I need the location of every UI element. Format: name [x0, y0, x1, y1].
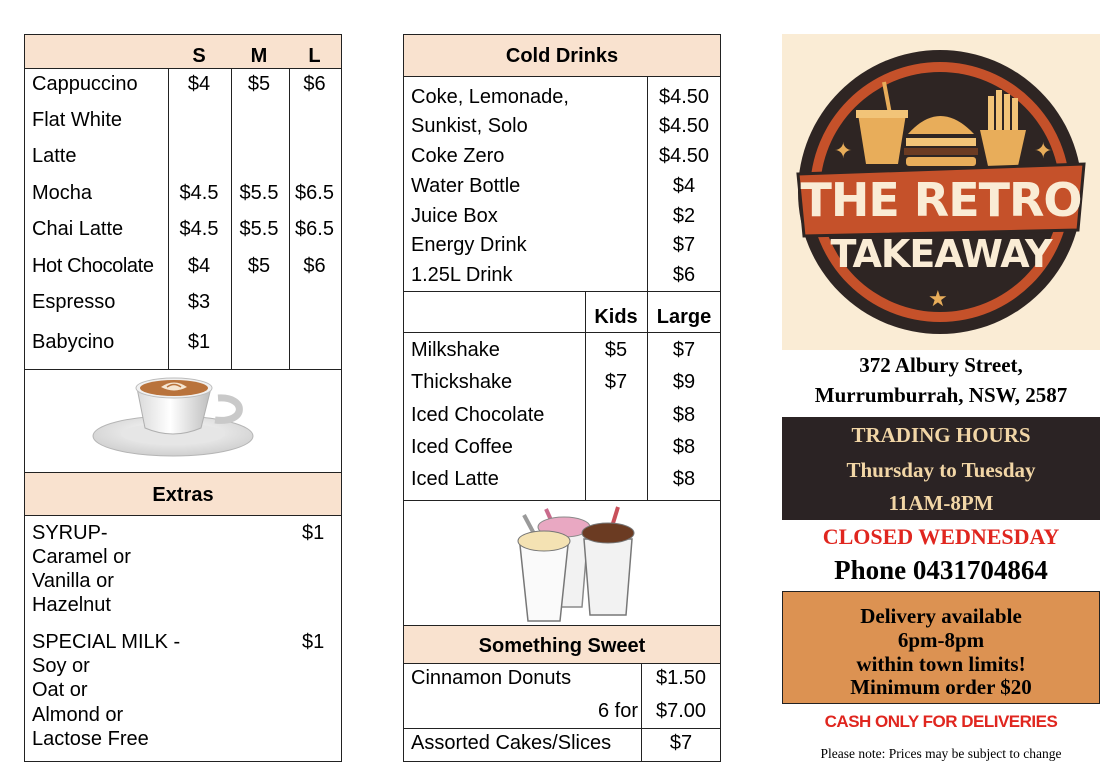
- price-l: $6.5: [295, 182, 334, 204]
- cash-only-notice: CASH ONLY FOR DELIVERIES: [824, 712, 1058, 731]
- sweet-name: Assorted Cakes/Slices: [411, 732, 612, 754]
- sweet-name: Cinnamon Donuts: [411, 667, 572, 689]
- extra-item-line: SYRUP-: [32, 522, 108, 544]
- address-line2: Murrumburrah, NSW, 2587: [814, 383, 1068, 407]
- cold-drinks-title: Cold Drinks: [505, 45, 619, 67]
- logo-line1: THE RETRO: [800, 173, 1082, 227]
- size-s-label: S: [192, 45, 206, 67]
- size-l-label: L: [308, 45, 321, 67]
- hot-drink-name: Babycino: [32, 331, 115, 353]
- sweet-price: $7.00: [655, 700, 707, 722]
- cold-drink-price: $7: [672, 234, 696, 256]
- shake-price-large: $8: [672, 404, 696, 426]
- shake-price-large: $7: [672, 339, 696, 361]
- shake-price-large: $8: [672, 436, 696, 458]
- cold-drink-name: Coke, Lemonade,: [411, 86, 569, 108]
- price-s: $3: [187, 291, 211, 313]
- closed-notice: CLOSED WEDNESDAY: [822, 524, 1060, 549]
- price-s: $4.5: [179, 182, 219, 204]
- sweet-qty: 6 for: [597, 700, 638, 722]
- delivery-line: Delivery available: [860, 604, 1022, 628]
- shake-name: Iced Coffee: [411, 436, 513, 458]
- cold-drink-name: Coke Zero: [411, 145, 505, 167]
- extras-title: Extras: [152, 484, 214, 506]
- svg-text:✦: ✦: [834, 139, 853, 164]
- extra-item-line: Vanilla or: [32, 570, 114, 592]
- kids-column-label: Kids: [594, 306, 638, 328]
- delivery-line: within town limits!: [856, 652, 1026, 676]
- shake-name: Milkshake: [411, 339, 500, 361]
- price-s: $4: [187, 255, 211, 277]
- cold-drink-price: $4.50: [658, 86, 710, 108]
- extra-item-line: Lactose Free: [32, 728, 149, 750]
- price-l: $6: [303, 73, 326, 95]
- size-m-label: M: [250, 45, 268, 67]
- coffee-image-panel: [24, 368, 342, 474]
- hot-drink-name: Latte: [32, 145, 77, 167]
- phone-number: Phone 0431704864: [834, 555, 1048, 585]
- milkshake-image-panel: [403, 499, 721, 627]
- price-s: $1: [187, 331, 211, 353]
- price-m: $5.5: [239, 182, 279, 204]
- hot-drink-name: Mocha: [32, 182, 93, 204]
- extra-item-price: $1: [302, 631, 325, 653]
- price-s: $4: [187, 73, 211, 95]
- sweet-price: $7: [669, 732, 693, 754]
- extra-item-line: Hazelnut: [32, 594, 111, 616]
- extra-item-line: Caramel or: [32, 546, 131, 568]
- something-sweet-title: Something Sweet: [478, 635, 646, 657]
- extra-item-price: $1: [302, 522, 325, 544]
- svg-text:✦: ✦: [1034, 139, 1053, 164]
- cold-drink-name: Sunkist, Solo: [411, 115, 528, 137]
- shake-price-kids: $5: [604, 339, 628, 361]
- hot-drink-name: Cappuccino: [32, 73, 138, 95]
- svg-text:★: ★: [928, 287, 948, 312]
- hot-drink-name: Espresso: [32, 291, 116, 313]
- trading-hours-title: TRADING HOURS: [851, 423, 1031, 447]
- cold-drink-price: $6: [672, 264, 696, 286]
- price-l: $6: [303, 255, 326, 277]
- hot-drink-name: Hot Chocolate: [32, 255, 154, 277]
- trading-hours-time: 11AM-8PM: [888, 491, 994, 515]
- cold-drink-name: Juice Box: [411, 205, 498, 227]
- cold-drink-name: 1.25L Drink: [411, 264, 513, 286]
- extra-item-line: Soy or: [32, 655, 90, 677]
- sweet-price: $1.50: [655, 667, 707, 689]
- extra-item-line: SPECIAL MILK -: [32, 631, 181, 653]
- shake-price-large: $9: [672, 371, 696, 393]
- cold-drink-price: $4: [672, 175, 696, 197]
- coffee-cup-icon: [25, 368, 343, 474]
- shake-name: Iced Latte: [411, 468, 499, 490]
- logo-line2: TAKEAWAY: [830, 232, 1052, 276]
- extra-item-line: Oat or: [32, 679, 88, 701]
- price-m: $5: [247, 73, 271, 95]
- hot-drink-name: Chai Latte: [32, 218, 124, 240]
- price-note: Please note: Prices may be subject to change: [820, 746, 1062, 761]
- cold-drink-price: $4.50: [658, 145, 710, 167]
- cold-drink-price: $4.50: [658, 115, 710, 137]
- cold-drink-name: Energy Drink: [411, 234, 527, 256]
- cold-drink-price: $2: [672, 205, 696, 227]
- delivery-line: Minimum order $20: [850, 675, 1032, 699]
- hot-drink-name: Flat White: [32, 109, 123, 131]
- milkshake-icon: [404, 499, 722, 627]
- price-m: $5: [247, 255, 271, 277]
- price-s: $4.5: [179, 218, 219, 240]
- price-m: $5.5: [239, 218, 279, 240]
- shake-name: Iced Chocolate: [411, 404, 545, 426]
- delivery-line: 6pm-8pm: [897, 628, 985, 652]
- large-column-label: Large: [656, 306, 712, 328]
- trading-hours-days: Thursday to Tuesday: [846, 458, 1036, 482]
- shake-price-kids: $7: [604, 371, 628, 393]
- extra-item-line: Almond or: [32, 704, 124, 726]
- cold-drink-name: Water Bottle: [411, 175, 521, 197]
- price-l: $6.5: [295, 218, 334, 240]
- address-line1: 372 Albury Street,: [859, 353, 1023, 377]
- shake-name: Thickshake: [411, 371, 513, 393]
- shake-price-large: $8: [672, 468, 696, 490]
